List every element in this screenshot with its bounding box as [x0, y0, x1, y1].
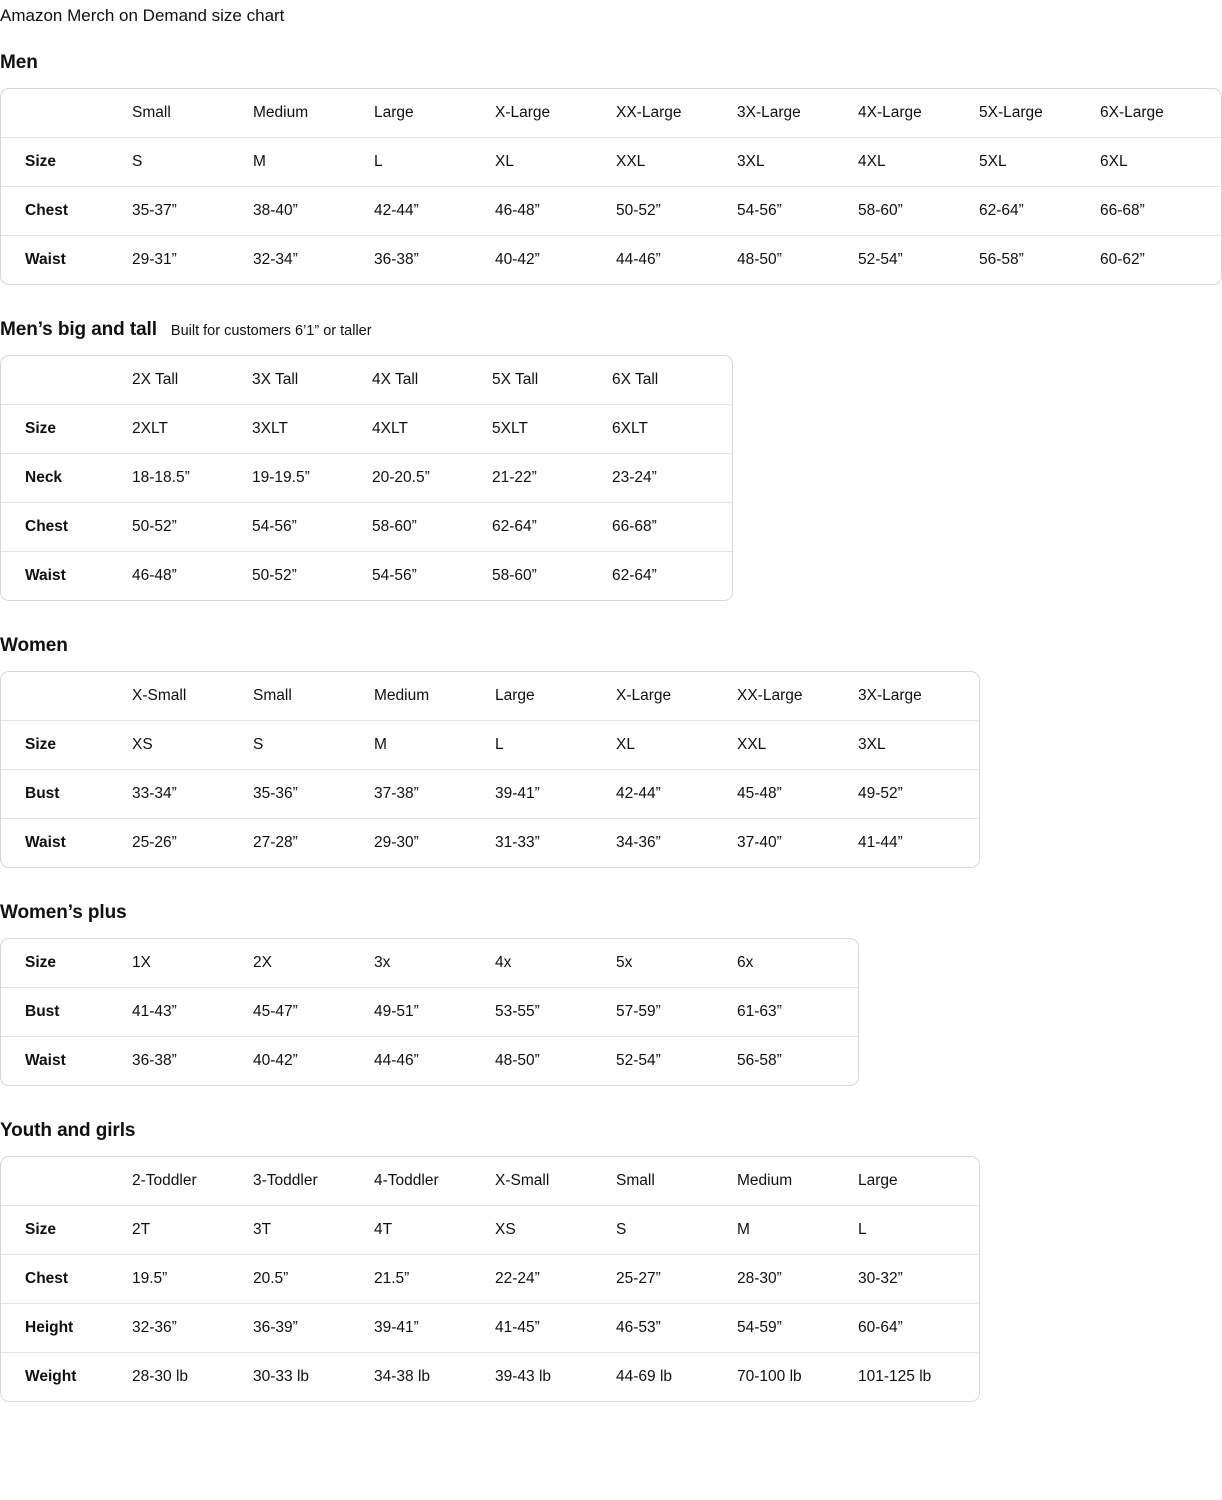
table-cell: 4XLT	[372, 405, 492, 454]
table-cell: 34-36”	[616, 834, 661, 851]
table-cell: 60-64”	[858, 1304, 979, 1353]
column-header: Small	[616, 1157, 737, 1206]
column-header: XX-Large	[737, 672, 858, 721]
section-title: Women’s plus	[0, 902, 127, 923]
table-cell: 28-30”	[737, 1255, 858, 1304]
table-row	[1, 1206, 979, 1255]
table-cell: 39-43 lb	[495, 1368, 552, 1385]
table-cell: 49-51”	[374, 988, 495, 1037]
row-header: Size	[1, 1206, 132, 1255]
table-cell: 66-68”	[1100, 187, 1221, 236]
column-header: 3X-Large	[737, 89, 858, 138]
table-cell: 62-64”	[979, 187, 1100, 236]
table-row	[1, 552, 732, 600]
table-cell: 29-31”	[132, 251, 177, 268]
column-header: 2-Toddler	[132, 1157, 253, 1206]
table-cell: 62-64”	[492, 503, 612, 552]
table-cell: 46-48”	[132, 567, 177, 584]
size-table-youth-and-girls	[0, 1156, 980, 1402]
table-cell: 3T	[253, 1206, 374, 1255]
table-corner-cell	[1, 1157, 132, 1206]
section-men	[0, 52, 1222, 285]
table-cell: 46-48”	[495, 187, 616, 236]
table-cell: 54-59”	[737, 1304, 858, 1353]
page-title: Amazon Merch on Demand size chart	[0, 6, 285, 25]
table-cell: 1X	[132, 939, 253, 988]
column-header: 5X-Large	[979, 89, 1100, 138]
section-heading	[0, 902, 1222, 924]
row-header: Waist	[25, 251, 66, 268]
table-row	[1, 454, 732, 503]
table-cell: 50-52”	[252, 567, 297, 584]
table-row	[1, 1304, 979, 1353]
table-header-row	[1, 356, 732, 405]
column-header: 6X Tall	[612, 356, 732, 405]
section-title: Men’s big and tall	[0, 319, 157, 340]
table-cell: 70-100 lb	[737, 1368, 802, 1385]
row-header: Size	[1, 721, 132, 770]
table-cell: 50-52”	[132, 503, 252, 552]
column-header: 4X-Large	[858, 89, 979, 138]
column-header: 2X Tall	[132, 356, 252, 405]
column-header: X-Large	[616, 672, 737, 721]
table-cell: 41-43”	[132, 988, 253, 1037]
size-table-men	[0, 88, 1222, 285]
row-header: Height	[1, 1304, 132, 1353]
table-cell: M	[737, 1206, 858, 1255]
table-cell: M	[253, 138, 374, 187]
table-cell: XXL	[616, 138, 737, 187]
size-table-women	[0, 671, 980, 868]
table-row	[1, 187, 1221, 236]
table-corner-cell	[1, 672, 132, 721]
column-header: Medium	[737, 1157, 858, 1206]
table-cell: 25-26”	[132, 834, 177, 851]
section-heading	[0, 319, 1222, 341]
table-cell: 58-60”	[858, 187, 979, 236]
table-cell: 36-38”	[374, 251, 419, 268]
section-mens-big-and-tall	[0, 319, 1222, 601]
table-row	[1, 721, 979, 770]
table-cell: 5x	[616, 939, 737, 988]
table-cell: 20-20.5”	[372, 454, 492, 503]
table-cell: 2T	[132, 1206, 253, 1255]
table-row	[1, 939, 858, 988]
table-cell: 23-24”	[612, 454, 732, 503]
table-header-row	[1, 1157, 979, 1206]
table-cell: 33-34”	[132, 770, 253, 819]
column-header: 6X-Large	[1100, 89, 1221, 138]
table-cell: 3x	[374, 939, 495, 988]
row-header: Size	[1, 405, 132, 454]
table-cell: 49-52”	[858, 770, 979, 819]
column-header: Large	[495, 672, 616, 721]
table-cell: 25-27”	[616, 1255, 737, 1304]
table-cell: L	[495, 721, 616, 770]
table-cell: 46-53”	[616, 1304, 737, 1353]
column-header: Small	[132, 89, 253, 138]
section-heading	[0, 635, 1222, 657]
table-cell: 37-38”	[374, 770, 495, 819]
table-cell: 58-60”	[372, 503, 492, 552]
table-cell: 6XLT	[612, 405, 732, 454]
table-cell: 50-52”	[616, 187, 737, 236]
table-cell: 2XLT	[132, 405, 252, 454]
column-header: Small	[253, 672, 374, 721]
table-cell: 53-55”	[495, 988, 616, 1037]
table-corner-cell	[1, 89, 132, 138]
table-row	[1, 138, 1221, 187]
section-womens-plus	[0, 902, 1222, 1086]
table-cell: 52-54”	[616, 1052, 661, 1069]
section-heading	[0, 1120, 1222, 1142]
table-cell: S	[616, 1206, 737, 1255]
table-cell: 56-58”	[737, 1052, 782, 1069]
table-cell: XL	[495, 138, 616, 187]
row-header: Weight	[25, 1368, 77, 1385]
table-cell: 30-33 lb	[253, 1368, 310, 1385]
table-cell: 66-68”	[612, 503, 732, 552]
table-cell: 5XLT	[492, 405, 612, 454]
row-header: Chest	[1, 1255, 132, 1304]
table-cell: 30-32”	[858, 1255, 979, 1304]
table-cell: XXL	[737, 721, 858, 770]
table-cell: 54-56”	[737, 187, 858, 236]
column-header: X-Small	[132, 672, 253, 721]
table-cell: 3XLT	[252, 405, 372, 454]
table-cell: 18-18.5”	[132, 454, 252, 503]
row-header: Neck	[1, 454, 132, 503]
table-cell: 32-34”	[253, 251, 298, 268]
table-cell: 54-56”	[372, 567, 417, 584]
section-title: Women	[0, 635, 68, 656]
table-cell: 27-28”	[253, 834, 298, 851]
table-header-row	[1, 89, 1221, 138]
table-cell: 6XL	[1100, 138, 1221, 187]
table-cell: 36-39”	[253, 1304, 374, 1353]
table-cell: 3XL	[858, 721, 979, 770]
table-cell: L	[374, 138, 495, 187]
table-cell: 41-45”	[495, 1304, 616, 1353]
table-cell: XS	[495, 1206, 616, 1255]
table-cell: 32-36”	[132, 1304, 253, 1353]
table-row	[1, 1353, 979, 1401]
table-cell: 57-59”	[616, 988, 737, 1037]
row-header: Size	[1, 138, 132, 187]
table-cell: 29-30”	[374, 834, 419, 851]
table-cell: 60-62”	[1100, 251, 1145, 268]
column-header: Large	[858, 1157, 979, 1206]
row-header: Size	[1, 939, 132, 988]
table-cell: 44-46”	[616, 251, 661, 268]
table-cell: 40-42”	[253, 1052, 298, 1069]
table-cell: 19.5”	[132, 1255, 253, 1304]
table-cell: 48-50”	[737, 251, 782, 268]
table-cell: 20.5”	[253, 1255, 374, 1304]
column-header: XX-Large	[616, 89, 737, 138]
table-cell: 52-54”	[858, 251, 903, 268]
table-cell: 45-48”	[737, 770, 858, 819]
column-header: Medium	[253, 89, 374, 138]
table-cell: 61-63”	[737, 988, 858, 1037]
row-header: Bust	[1, 988, 132, 1037]
row-header: Waist	[25, 567, 66, 584]
table-row	[1, 1037, 858, 1085]
table-cell: 42-44”	[374, 187, 495, 236]
table-cell: 62-64”	[612, 567, 657, 584]
table-cell: 35-36”	[253, 770, 374, 819]
section-title: Men	[0, 52, 38, 73]
table-cell: 19-19.5”	[252, 454, 372, 503]
table-row	[1, 1255, 979, 1304]
table-cell: 48-50”	[495, 1052, 540, 1069]
table-row	[1, 988, 858, 1037]
size-table-womens-plus	[0, 938, 859, 1086]
column-header: Large	[374, 89, 495, 138]
row-header: Chest	[1, 187, 132, 236]
column-header: X-Large	[495, 89, 616, 138]
section-note: Built for customers 6’1” or taller	[170, 323, 372, 339]
section-heading	[0, 52, 1222, 74]
table-row	[1, 236, 1221, 284]
table-cell: 4x	[495, 939, 616, 988]
sections-container	[0, 52, 1222, 1402]
table-cell: 4XL	[858, 138, 979, 187]
row-header: Chest	[1, 503, 132, 552]
column-header: 3X-Large	[858, 672, 979, 721]
table-cell: XS	[132, 721, 253, 770]
table-cell: 39-41”	[374, 1304, 495, 1353]
table-cell: 31-33”	[495, 834, 540, 851]
table-cell: L	[858, 1206, 979, 1255]
column-header: 5X Tall	[492, 356, 612, 405]
table-cell: 41-44”	[858, 834, 903, 851]
table-row	[1, 405, 732, 454]
table-cell: 2X	[253, 939, 374, 988]
column-header: 4-Toddler	[374, 1157, 495, 1206]
table-cell: 44-46”	[374, 1052, 419, 1069]
column-header: X-Small	[495, 1157, 616, 1206]
table-cell: S	[132, 138, 253, 187]
table-row	[1, 770, 979, 819]
table-cell: S	[253, 721, 374, 770]
size-table-mens-big-and-tall	[0, 355, 733, 601]
table-cell: 58-60”	[492, 567, 537, 584]
table-cell: 45-47”	[253, 988, 374, 1037]
row-header: Bust	[1, 770, 132, 819]
table-cell: 44-69 lb	[616, 1368, 673, 1385]
table-row	[1, 819, 979, 867]
table-cell: 39-41”	[495, 770, 616, 819]
column-header: 4X Tall	[372, 356, 492, 405]
table-cell: 34-38 lb	[374, 1368, 431, 1385]
table-cell: 38-40”	[253, 187, 374, 236]
row-header: Waist	[25, 1052, 66, 1069]
column-header: Medium	[374, 672, 495, 721]
table-cell: 37-40”	[737, 834, 782, 851]
column-header: 3-Toddler	[253, 1157, 374, 1206]
table-cell: 21-22”	[492, 454, 612, 503]
table-corner-cell	[1, 356, 132, 405]
row-header: Waist	[25, 834, 66, 851]
table-cell: 3XL	[737, 138, 858, 187]
table-cell: 22-24”	[495, 1255, 616, 1304]
table-cell: 101-125 lb	[858, 1368, 932, 1385]
table-cell: M	[374, 721, 495, 770]
table-cell: XL	[616, 721, 737, 770]
table-row	[1, 503, 732, 552]
table-cell: 28-30 lb	[132, 1368, 189, 1385]
table-cell: 54-56”	[252, 503, 372, 552]
table-cell: 42-44”	[616, 770, 737, 819]
section-women	[0, 635, 1222, 868]
table-cell: 4T	[374, 1206, 495, 1255]
table-header-row	[1, 672, 979, 721]
table-cell: 35-37”	[132, 187, 253, 236]
section-title: Youth and girls	[0, 1120, 136, 1141]
table-cell: 6x	[737, 939, 858, 988]
table-cell: 56-58”	[979, 251, 1024, 268]
table-cell: 36-38”	[132, 1052, 177, 1069]
column-header: 3X Tall	[252, 356, 372, 405]
table-cell: 40-42”	[495, 251, 540, 268]
table-cell: 5XL	[979, 138, 1100, 187]
section-youth-and-girls	[0, 1120, 1222, 1402]
table-cell: 21.5”	[374, 1255, 495, 1304]
